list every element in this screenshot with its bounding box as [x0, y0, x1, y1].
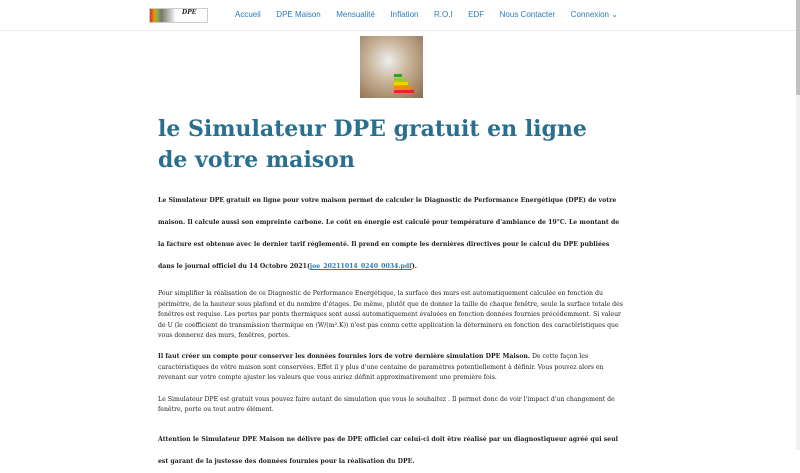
pdf-link[interactable]: joe_20211014_0240_0034.pdf	[309, 263, 412, 270]
nav-mensualite[interactable]: Mensualité	[336, 10, 375, 19]
intro-end: ).	[411, 263, 417, 270]
nav-roi[interactable]: R.O.I	[433, 10, 453, 19]
nav-contact[interactable]: Nous Contacter	[499, 10, 556, 19]
account-bold: Il faut créer un compte pour conserver les données fournies lors de votre dernière simulation DPE Maison.	[158, 352, 530, 360]
simplify-paragraph: Pour simplifier la réalisation de ce Diagnostic de Performance Energétique, la surface des murs est automatiquement calculée en fonction du périmètre, de la hauteur sous plafond et du nombre d'étages. De même, plutôt que de donner la taille de chaque fenêtre, seule la surface totale des fenêtres est requise. Les pertes par ponts thermiques sont aussi automatiquement évaluées en fonction données fournies précédemment. Si valeur de U (le coefficient de transmission thermique en (W/(m².K)) n'est pas connu cette application la déterminera en fonction des caractéristiques que vous donnerez des murs, fenêtres, portes.	[158, 290, 623, 340]
free-paragraph: Le Simulateur DPE est gratuit vous pouvez faire autant de simulation que vous le souhaitez . Il permet donc de voir l'impact d'un changement de fenêtre, porte ou tout autre élément.	[158, 395, 615, 414]
article-content	[158, 190, 626, 473]
main-nav	[235, 10, 633, 19]
nav-inflation[interactable]: Inflation	[390, 10, 419, 19]
scrollbar[interactable]	[796, 0, 800, 450]
chevron-down-icon: ⌄	[611, 10, 618, 19]
account-paragraph	[158, 352, 626, 384]
nav-dpe-maison[interactable]: DPE Maison	[276, 10, 321, 19]
warning-paragraph: Attention le Simulateur DPE Maison ne délivre pas de DPE officiel car celui-ci doit être réalisé par un diagnostiqueur agréé qui seul est garant de la justesse des données fournies pour la réalisation du DPE.	[158, 435, 618, 465]
intro-paragraph	[158, 190, 626, 278]
page-title: le Simulateur DPE gratuit en ligne de votre maison	[158, 116, 587, 173]
intro-text: Le Simulateur DPE gratuit en ligne pour votre maison permet de calculer le Diagnostic de Performance Energétique (DPE) de votre maison. Il calcule aussi son empreinte carbone. Le coût en énergie est calculé pour température d'ambiance de 19°C. Le montant de la facture est obtenue avec le dernier tarif réglementé. Il prend en compte les dernières directives pour le calcul du DPE publiées dans le journal officiel du 14 Octobre 2021(	[158, 197, 620, 270]
nav-connexion[interactable]	[571, 10, 618, 19]
site-logo[interactable]	[149, 8, 208, 23]
nav-accueil[interactable]: Accueil	[235, 10, 261, 19]
logo-text: DPE	[182, 9, 197, 16]
hero-image	[360, 36, 423, 98]
nav-edf[interactable]: EDF	[468, 10, 485, 19]
account-text: De cette façon les caractéristiques de vôtre maison sont conservées. Effet il y plus d'une centaine de paramètres potentiellement à définir. Vous pouvez alors en revenant sur votre compte ajuster les valeurs que vous auriez définit approximativement une première fois.	[158, 352, 604, 382]
site-header	[0, 0, 796, 31]
scrollbar-thumb[interactable]	[796, 0, 800, 95]
connexion-label: Connexion	[570, 10, 609, 19]
